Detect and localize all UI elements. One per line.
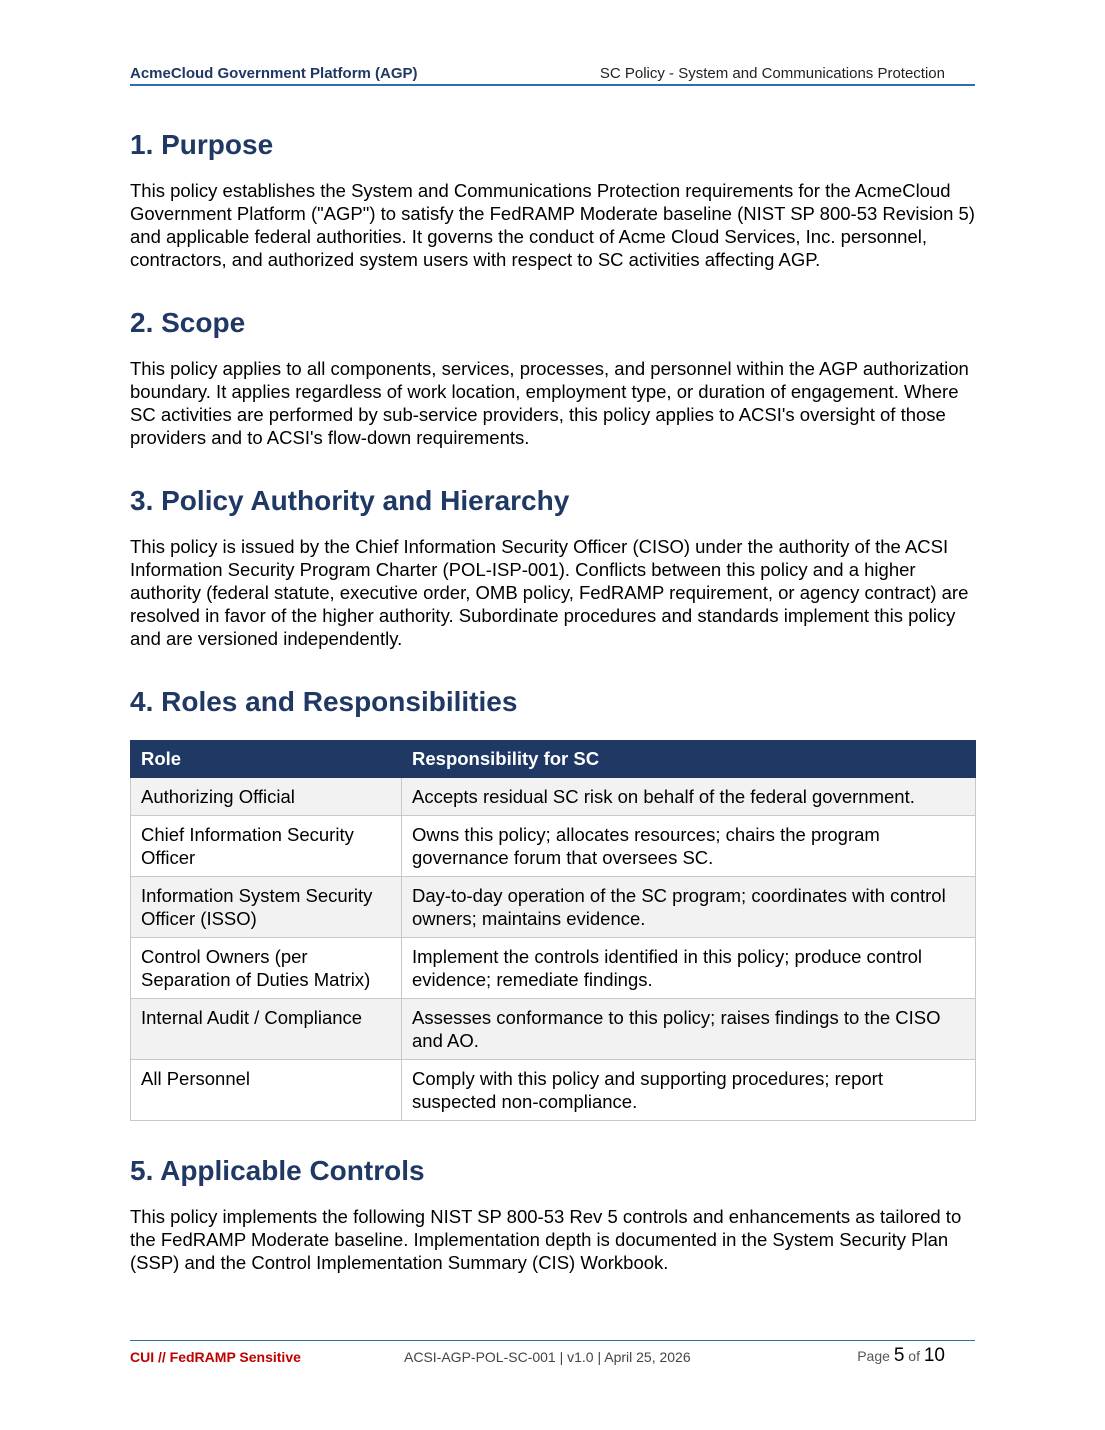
section-title-roles: 4. Roles and Responsibilities: [130, 686, 518, 717]
page-current: 5: [893, 1345, 905, 1366]
page-header: [130, 62, 975, 86]
cui-marking: CUI // FedRAMP Sensitive: [130, 1349, 301, 1365]
table-cell-responsibility: Assesses conformance to this policy; raises findings to the CISO and AO.: [402, 999, 976, 1060]
table-cell-role: Chief Information Security Officer: [131, 816, 402, 877]
table-header-responsibility: Responsibility for SC: [402, 741, 976, 778]
table-row: [131, 938, 976, 999]
table-cell-responsibility: Accepts residual SC risk on behalf of the federal government.: [402, 778, 976, 816]
table-row: [131, 999, 976, 1060]
table-cell-role: Information System Security Officer (ISSO): [131, 877, 402, 938]
section-body-controls: This policy implements the following NIST SP 800-53 Rev 5 controls and enhancements as tailored to the FedRAMP Moderate baseline. Implementation depth is documented in the System Security Plan (SSP) and the Control Implementation Summary (CIS) Workbook.: [130, 1206, 962, 1273]
section-title-controls: 5. Applicable Controls: [130, 1155, 425, 1186]
table-row: [131, 1060, 976, 1121]
document-body: [130, 126, 976, 1307]
table-cell-role: Internal Audit / Compliance: [131, 999, 402, 1060]
table-cell-role: All Personnel: [131, 1060, 402, 1121]
roles-table: [130, 740, 976, 1121]
page-total: 10: [923, 1345, 945, 1366]
section-title-purpose: 1. Purpose: [130, 129, 274, 160]
table-cell-role: Authorizing Official: [131, 778, 402, 816]
page-of-label: of: [908, 1348, 920, 1364]
section-title-authority: 3. Policy Authority and Hierarchy: [130, 485, 570, 516]
table-header-row: [131, 741, 976, 778]
table-cell-responsibility: Owns this policy; allocates resources; chairs the program governance forum that oversees SC.: [402, 816, 976, 877]
table-row: [131, 877, 976, 938]
page-number: [857, 1345, 945, 1367]
table-header-role: Role: [131, 741, 402, 778]
table-row: [131, 778, 976, 816]
table-cell-responsibility: Implement the controls identified in this policy; produce control evidence; remediate findings.: [402, 938, 976, 999]
section-body-purpose: This policy establishes the System and Communications Protection requirements for the AcmeCloud Government Platform ("AGP") to satisfy the FedRAMP Moderate baseline (NIST SP 800-53 Revision 5) and applicable federal authorities. It governs the conduct of Acme Cloud Services, Inc. personnel, contractors, and authorized system users with respect to SC activities affecting AGP.: [130, 180, 975, 270]
table-cell-responsibility: Day-to-day operation of the SC program; coordinates with control owners; maintains evidence.: [402, 877, 976, 938]
header-doc-title: SC Policy - System and Communications Protection: [599, 65, 945, 82]
section-body-scope: This policy applies to all components, services, processes, and personnel within the AGP authorization boundary. It applies regardless of work location, employment type, or duration of engagement. Where SC activities are performed by sub-service providers, this policy applies to ACSI's oversight of those providers and to ACSI's flow-down requirements.: [130, 358, 969, 448]
table-cell-responsibility: Comply with this policy and supporting procedures; report suspected non-compliance.: [402, 1060, 976, 1121]
table-row: [131, 816, 976, 877]
section-title-scope: 2. Scope: [130, 307, 246, 338]
footer-doc-id: ACSI-AGP-POL-SC-001 | v1.0 | April 25, 2026: [404, 1349, 691, 1365]
header-org-name: AcmeCloud Government Platform (AGP): [130, 65, 418, 82]
table-cell-role: Control Owners (per Separation of Duties Matrix): [131, 938, 402, 999]
section-body-authority: This policy is issued by the Chief Information Security Officer (CISO) under the authority of the ACSI Information Security Program Charter (POL-ISP-001). Conflicts between this policy and a higher authority (federal statute, executive order, OMB policy, FedRAMP requirement, or agency contract) are resolved in favor of the higher authority. Subordinate procedures and standards implement this policy and are versioned independently.: [130, 536, 969, 649]
page-footer: [130, 1340, 975, 1371]
page-label: Page: [857, 1348, 890, 1364]
